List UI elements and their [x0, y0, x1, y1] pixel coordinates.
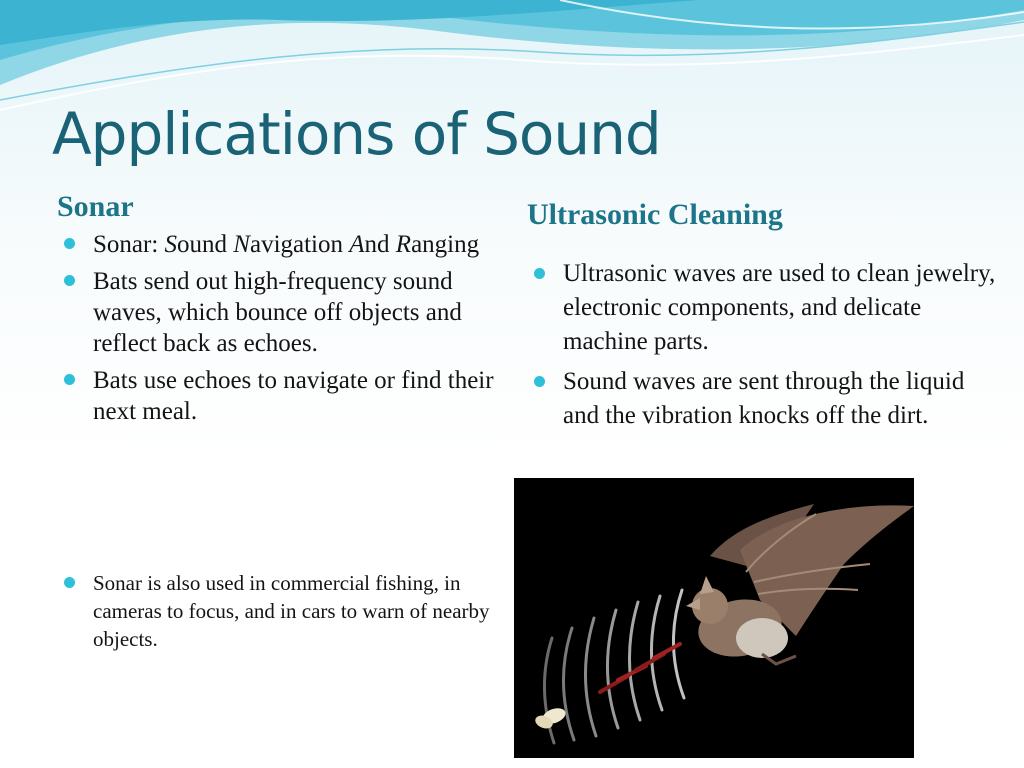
sonar-bullet: [57, 365, 497, 427]
sonar-bullet-list: [57, 229, 497, 433]
slide-title: Applications of Sound: [52, 100, 661, 168]
ultrasonic-bullet-list: [527, 257, 997, 439]
acronym-part-2: avigation: [249, 231, 350, 258]
bullet-text: Ultrasonic waves are used to clean jewelry, electronic components, and delicate machine parts.: [563, 260, 996, 355]
bullet-text: Sound waves are sent through the liquid and the vibration knocks off the dirt.: [563, 368, 965, 429]
acronym-part-1: ound: [177, 231, 234, 258]
acronym-letter-a: A: [349, 231, 365, 258]
bullet-icon: [64, 374, 75, 385]
moth: [533, 705, 567, 730]
sound-waves: [544, 590, 684, 743]
ultrasonic-heading: Ultrasonic Cleaning: [527, 198, 783, 231]
acronym-part-4: anging: [411, 231, 480, 258]
sonar-extra-bullet-list: [57, 569, 497, 653]
ultrasonic-bullet: [527, 257, 997, 359]
bat-echolocation-image: [514, 478, 914, 758]
acronym-letter-r: R: [395, 231, 412, 258]
bullet-icon: [534, 376, 545, 387]
bullet-icon: [64, 577, 75, 588]
sonar-heading: Sonar: [57, 190, 134, 223]
bullet-icon: [64, 275, 75, 286]
acronym-letter-s: S: [164, 231, 178, 258]
bullet-text: Sonar is also used in commercial fishing, in cameras to focus, and in cars to warn of nearby objects.: [93, 571, 490, 651]
bullet-icon: [534, 268, 545, 279]
bullet-text: Bats use echoes to navigate or find their next meal.: [93, 367, 494, 425]
sonar-extra-bullet: [57, 569, 497, 653]
bullet-icon: [64, 238, 75, 249]
acronym-letter-n: N: [233, 231, 250, 258]
bat-illustration: [514, 478, 914, 758]
sonar-acronym-bullet: [57, 229, 497, 260]
sonar-bullet: [57, 266, 497, 359]
bat: [686, 504, 914, 664]
ultrasonic-bullet: [527, 365, 997, 433]
bullet-text: Bats send out high-frequency sound waves, which bounce off objects and reflect back as echoes.: [93, 268, 462, 357]
acronym-part-3: nd: [364, 231, 396, 258]
acronym-prefix: Sonar:: [93, 231, 165, 258]
